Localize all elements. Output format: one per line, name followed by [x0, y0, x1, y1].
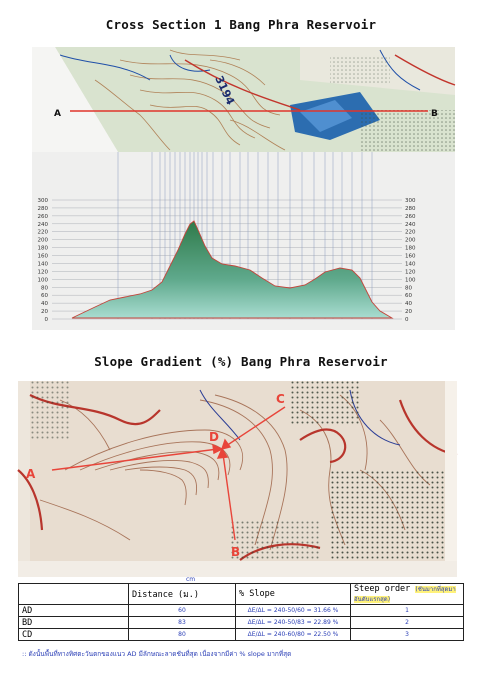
point-d-label: D — [209, 430, 219, 444]
y-tick-label-left: 300 — [37, 198, 48, 204]
y-tick-label-right: 80 — [405, 285, 412, 292]
slope-table — [18, 583, 464, 641]
y-tick-label-left: 160 — [37, 253, 48, 260]
row-label: CD — [19, 629, 129, 641]
y-tick-label-left: 20 — [41, 309, 48, 316]
table-row — [19, 605, 464, 617]
y-tick-label-right: 120 — [405, 269, 416, 276]
y-tick-label-right: 220 — [405, 229, 416, 236]
y-tick-label-left: 0 — [44, 317, 48, 323]
y-tick-label-left: 80 — [41, 285, 48, 292]
row-slope: ΔE/ΔL = 240-60/80 = 22.50 % — [236, 629, 351, 641]
cross-section-title: Cross Section 1 Bang Phra Reservoir — [105, 17, 377, 32]
y-tick-label-right: 180 — [405, 245, 416, 252]
table-header-row — [19, 584, 464, 605]
y-tick-label-left: 200 — [37, 237, 48, 244]
row-order: 3 — [351, 629, 464, 641]
row-order: 1 — [351, 605, 464, 617]
header-steep-order-label: Steep order — [354, 584, 411, 594]
y-tick-label-left: 260 — [37, 213, 48, 220]
y-tick-label-right: 200 — [405, 237, 416, 244]
steep-order-note: (ชันมากที่สุดมาอันดับแรกสุด) — [354, 586, 456, 603]
table-row — [19, 617, 464, 629]
row-distance: 60 — [129, 605, 236, 617]
topo-map-cross-section — [32, 47, 455, 152]
point-c-label: C — [276, 392, 285, 406]
y-tick-label-left: 140 — [37, 261, 48, 268]
header-slope: % Slope — [236, 584, 351, 605]
y-tick-label-right: 140 — [405, 261, 416, 268]
y-tick-label-right: 20 — [405, 309, 412, 316]
map-label-3194: 3194 — [212, 73, 238, 108]
row-order: 2 — [351, 617, 464, 629]
header-blank — [19, 584, 129, 605]
y-tick-label-right: 60 — [405, 293, 412, 300]
y-tick-label-left: 280 — [37, 205, 48, 212]
point-b-label: B — [231, 545, 241, 559]
header-distance: Distance (ม.) — [129, 584, 236, 605]
slope-title: Slope Gradient (%) Bang Phra Reservoir — [94, 354, 388, 369]
y-tick-label-right: 280 — [405, 205, 416, 212]
point-a-label: A — [26, 467, 36, 481]
profile-chart — [32, 152, 455, 330]
y-tick-label-left: 60 — [41, 293, 48, 300]
y-tick-label-left: 240 — [37, 221, 48, 228]
y-tick-label-left: 220 — [37, 229, 48, 236]
y-tick-label-left: 180 — [37, 245, 48, 252]
row-label: AD — [19, 605, 129, 617]
y-tick-label-right: 300 — [405, 198, 416, 204]
conclusion-note: :: ดังนั้นพื้นที่ทางทิศตะวันตกของแนว AD มีลักษณะลาดชันที่สุด เนื่องจากมีค่า % slope มากที่สุด — [22, 650, 292, 658]
y-tick-label-left: 120 — [37, 269, 48, 276]
header-steep-order — [351, 584, 464, 605]
row-slope: ΔE/ΔL = 240-50/83 = 22.89 % — [236, 617, 351, 629]
section-point-a: A — [54, 109, 61, 119]
y-tick-label-right: 240 — [405, 221, 416, 228]
y-tick-label-left: 100 — [37, 277, 48, 284]
table-row — [19, 629, 464, 641]
y-tick-label-right: 100 — [405, 277, 416, 284]
row-distance: 80 — [129, 629, 236, 641]
y-tick-label-right: 40 — [405, 301, 412, 308]
y-tick-label-right: 260 — [405, 213, 416, 220]
y-tick-label-left: 40 — [41, 301, 48, 308]
y-tick-label-right: 160 — [405, 253, 416, 260]
distance-unit-note: cm — [186, 576, 196, 583]
row-slope: ΔE/ΔL = 240-50/60 = 31.66 % — [236, 605, 351, 617]
row-label: BD — [19, 617, 129, 629]
section-point-b: B — [431, 109, 438, 119]
row-distance: 83 — [129, 617, 236, 629]
y-tick-label-right: 0 — [405, 317, 409, 323]
